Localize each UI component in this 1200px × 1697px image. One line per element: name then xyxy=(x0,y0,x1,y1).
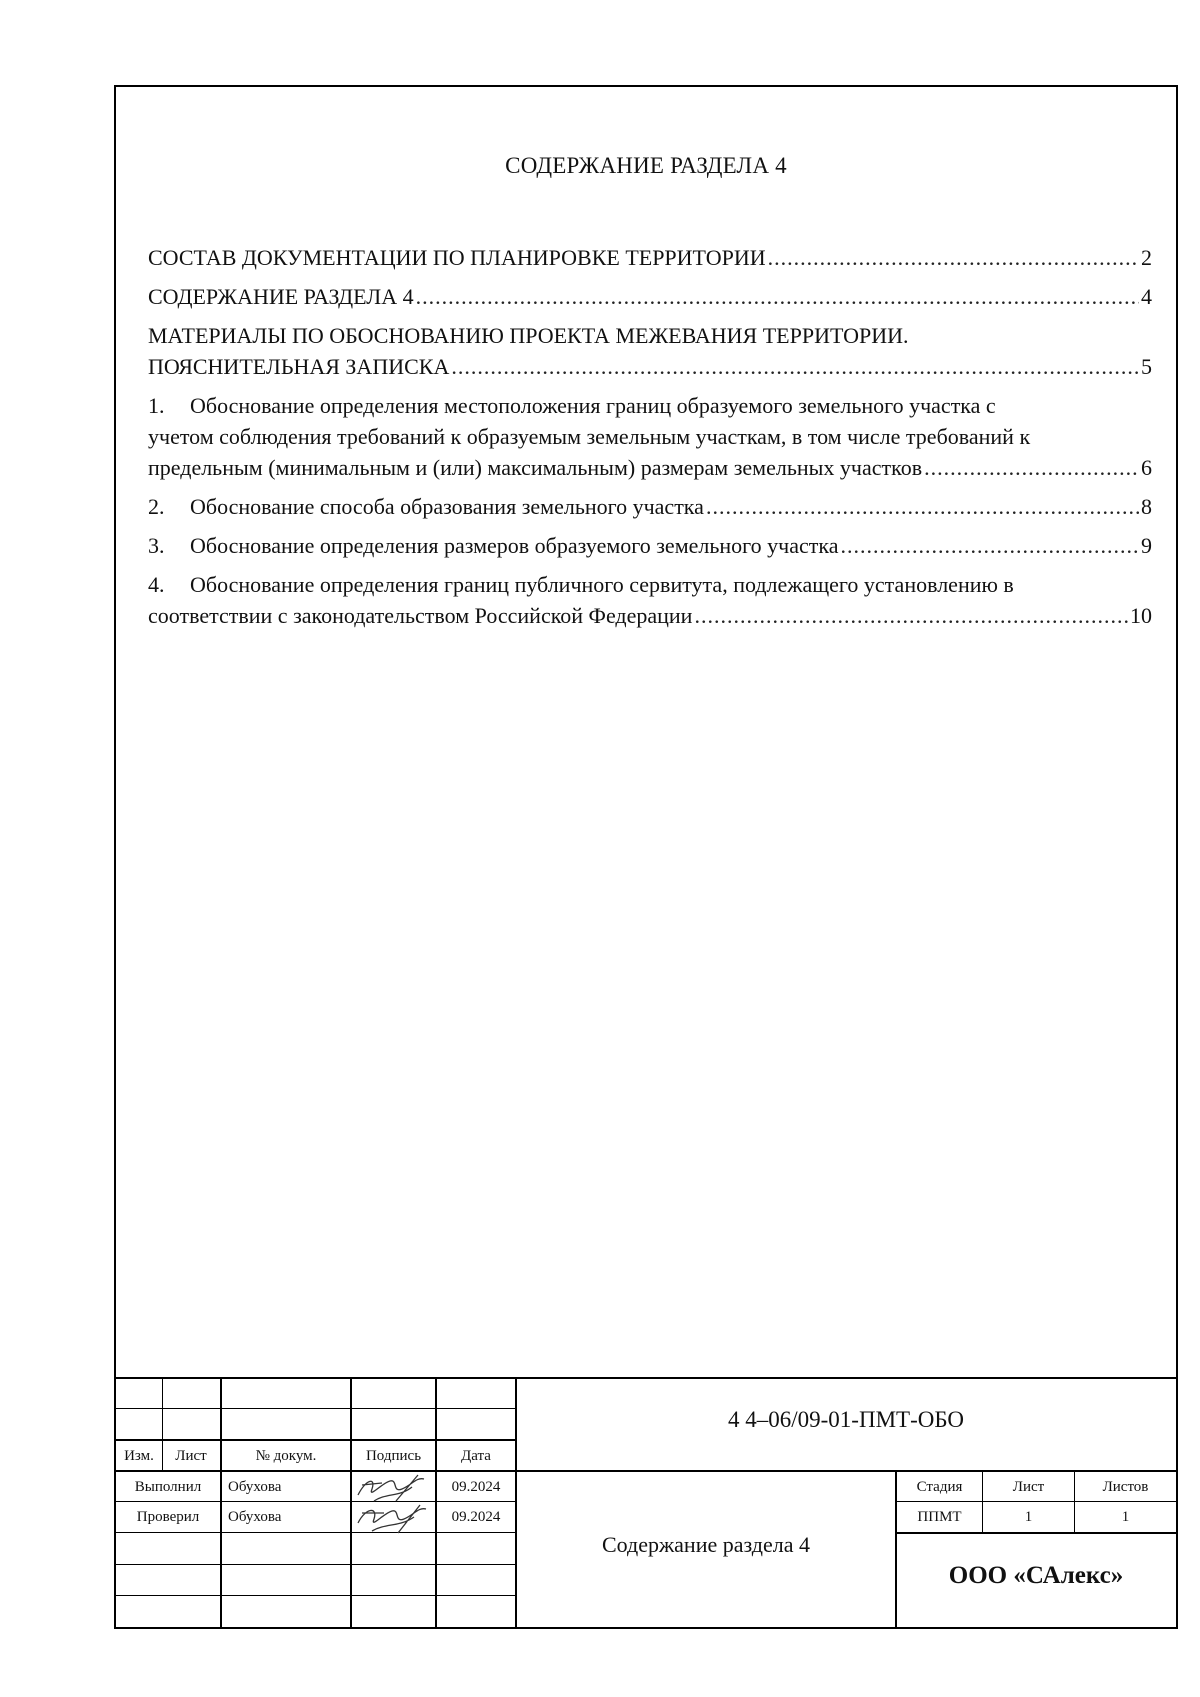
leader-dots xyxy=(416,281,1139,312)
page-title: СОДЕРЖАНИЕ РАЗДЕЛА 4 xyxy=(505,153,787,178)
leader-dots xyxy=(768,242,1139,273)
header-date: Дата xyxy=(461,1447,491,1464)
leader-dots xyxy=(840,530,1139,561)
stamp-line xyxy=(896,1532,1176,1534)
leader-dots xyxy=(451,351,1139,382)
page-frame xyxy=(114,85,1178,1629)
toc-entry-page: 5 xyxy=(1141,354,1152,379)
toc-entry-title: соответствии с законодательством Российской Федерации xyxy=(148,603,693,628)
toc-entry-title: Обоснование определения размеров образуемого земельного участка xyxy=(190,533,839,558)
title-block xyxy=(116,1377,1176,1629)
leader-dots xyxy=(706,491,1139,522)
document-code: 4 4–06/09-01-ПМТ-ОБО xyxy=(728,1407,964,1432)
toc-entry-number: 2. xyxy=(148,494,165,519)
toc-entry-page: 4 xyxy=(1141,284,1152,309)
toc-entry-page: 10 xyxy=(1130,603,1152,628)
toc-entry-number: 1. xyxy=(148,393,165,418)
toc-entry[interactable] xyxy=(148,569,1152,631)
signature-image xyxy=(352,1501,436,1535)
toc-entry-number: 3. xyxy=(148,533,165,558)
toc-entry-title: Обоснование способа образования земельного участка xyxy=(190,494,704,519)
header-list: Лист xyxy=(175,1447,207,1464)
toc-entry[interactable] xyxy=(148,242,1152,273)
document-name: Содержание раздела 4 xyxy=(601,1532,811,1557)
sheet-value: 1 xyxy=(1024,1508,1033,1525)
stage-value: ППМТ xyxy=(917,1508,962,1525)
stamp-line xyxy=(116,1377,1176,1379)
organization-name: ООО «САлекс» xyxy=(948,1562,1124,1589)
sign-date: 09.2024 xyxy=(451,1478,501,1495)
stamp-line xyxy=(116,1532,516,1533)
sign-date: 09.2024 xyxy=(451,1508,501,1525)
header-doc-no: № докум. xyxy=(255,1447,317,1464)
stage-label: Стадия xyxy=(916,1478,963,1495)
toc-entry-page: 6 xyxy=(1141,455,1152,480)
signature-image xyxy=(352,1471,436,1505)
toc-entry-page: 2 xyxy=(1141,245,1152,270)
toc-entry-page: 9 xyxy=(1141,533,1152,558)
toc-entry[interactable] xyxy=(148,281,1152,312)
role-label: Проверил xyxy=(136,1508,200,1525)
sheet-label: Лист xyxy=(1012,1478,1045,1495)
toc-entry-title: предельным (минимальным и (или) максимальным) размерам земельных участков xyxy=(148,455,923,480)
toc-entry[interactable] xyxy=(148,530,1152,561)
sheets-label: Листов xyxy=(1102,1478,1149,1495)
stamp-line xyxy=(116,1564,516,1565)
toc-entry-number: 4. xyxy=(148,572,165,597)
sheets-value: 1 xyxy=(1121,1508,1130,1525)
leader-dots xyxy=(924,452,1139,483)
toc-entry[interactable] xyxy=(148,390,1152,483)
role-label: Выполнил xyxy=(134,1478,202,1495)
toc-entry[interactable] xyxy=(148,320,1152,382)
toc-entry-line: Обоснование определения местоположения границ образуемого земельного участка с xyxy=(190,393,996,418)
person-name: Обухова xyxy=(228,1508,282,1525)
toc-entry-title: СОСТАВ ДОКУМЕНТАЦИИ ПО ПЛАНИРОВКЕ ТЕРРИТОРИИ xyxy=(148,245,766,270)
toc-entry-title: ПОЯСНИТЕЛЬНАЯ ЗАПИСКА xyxy=(148,354,450,379)
table-of-contents xyxy=(148,242,1152,639)
person-name: Обухова xyxy=(228,1478,282,1495)
stamp-line xyxy=(116,1595,516,1596)
toc-entry-title: СОДЕРЖАНИЕ РАЗДЕЛА 4 xyxy=(148,284,414,309)
toc-entry-line: учетом соблюдения требований к образуемым земельным участкам, в том числе требований к xyxy=(148,424,1031,449)
stamp-line xyxy=(116,1408,516,1409)
header-sign: Подпись xyxy=(365,1447,422,1464)
toc-entry[interactable] xyxy=(148,491,1152,522)
toc-entry-line: Обоснование определения границ публичного сервитута, подлежащего установлению в xyxy=(190,572,1014,597)
toc-entry-page: 8 xyxy=(1141,494,1152,519)
leader-dots xyxy=(694,600,1128,631)
header-izm: Изм. xyxy=(124,1447,154,1464)
toc-entry-line: МАТЕРИАЛЫ ПО ОБОСНОВАНИЮ ПРОЕКТА МЕЖЕВАНИЯ ТЕРРИТОРИИ. xyxy=(148,323,909,348)
